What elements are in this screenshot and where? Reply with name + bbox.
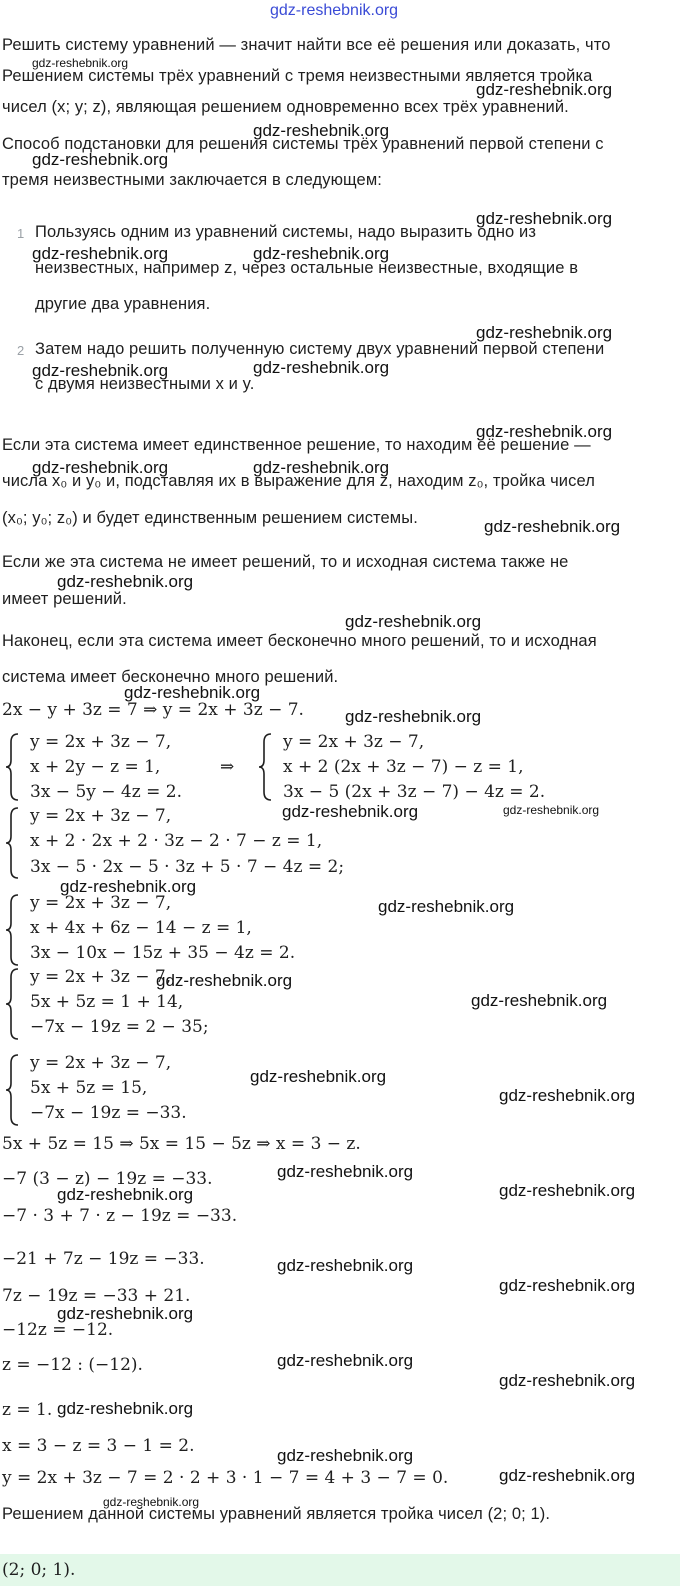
step-number: 2 <box>17 343 25 358</box>
intro-paragraph-2-line-1: Решением системы трёх уравнений с тремя неизвестными является тройка <box>2 67 593 85</box>
system-4-eq-2: 5x + 5z = 1 + 14, <box>30 992 184 1012</box>
system-5-eq-3: −7x − 19z = −33. <box>30 1103 187 1123</box>
system-2-eq-2: x + 2 · 2x + 2 · 3z − 2 · 7 − z = 1, <box>30 831 323 851</box>
system-3-eq-2: x + 4x + 6z − 14 − z = 1, <box>30 918 252 938</box>
watermark: gdz-reshebnik.org <box>476 323 613 342</box>
watermark: gdz-reshebnik.org <box>253 244 390 263</box>
watermark: gdz-reshebnik.org <box>32 56 129 70</box>
watermark: gdz-reshebnik.org <box>499 1276 636 1295</box>
watermark: gdz-reshebnik.org <box>57 1399 194 1418</box>
system-brace <box>257 732 273 802</box>
watermark: gdz-reshebnik.org <box>282 802 419 821</box>
system-5-eq-2: 5x + 5z = 15, <box>30 1078 148 1098</box>
system-1-eq-3: 3x − 5y − 4z = 2. <box>30 782 182 802</box>
answer-text: (2; 0; 1). <box>2 1560 76 1580</box>
system-4-eq-3: −7x − 19z = 2 − 35; <box>30 1017 209 1037</box>
watermark: gdz-reshebnik.org <box>253 121 390 140</box>
para-unique-line-1: Если эта система имеет единственное решение, то находим её решение — <box>2 436 591 454</box>
system-1r-eq-2: x + 2 (2x + 3z − 7) − z = 1, <box>283 757 524 777</box>
watermark: gdz-reshebnik.org <box>499 1371 636 1390</box>
system-4-eq-1: y = 2x + 3z − 7, <box>30 967 172 987</box>
solve-line-3: −7 · 3 + 7 · z − 19z = −33. <box>2 1206 238 1226</box>
site-watermark-top[interactable]: gdz-reshebnik.org <box>270 2 399 19</box>
watermark: gdz-reshebnik.org <box>253 358 390 377</box>
system-2-eq-3: 3x − 5 · 2x − 5 · 3z + 5 · 7 − 4z = 2; <box>30 857 345 877</box>
system-brace <box>4 1053 20 1127</box>
watermark: gdz-reshebnik.org <box>103 1495 200 1509</box>
solve-line-4: −21 + 7z − 19z = −33. <box>2 1249 205 1269</box>
watermark: gdz-reshebnik.org <box>32 458 169 477</box>
system-2-eq-1: y = 2x + 3z − 7, <box>30 806 172 826</box>
intro-paragraph-2-line-2: чисел (x; y; z), являющая решением одновременно всех трёх уравнений. <box>2 98 569 116</box>
solve-line-1: 5x + 5z = 15 ⇒ 5x = 15 − 5z ⇒ x = 3 − z. <box>2 1134 361 1154</box>
watermark: gdz-reshebnik.org <box>476 209 613 228</box>
para-infinite-line-1: Наконец, если эта система имеет бесконечно много решений, то и исходная <box>2 632 597 650</box>
watermark: gdz-reshebnik.org <box>60 877 197 896</box>
watermark: gdz-reshebnik.org <box>471 991 608 1010</box>
watermark: gdz-reshebnik.org <box>484 517 621 536</box>
watermark: gdz-reshebnik.org <box>345 707 482 726</box>
system-1-eq-2: x + 2y − z = 1, <box>30 757 161 777</box>
watermark: gdz-reshebnik.org <box>124 683 261 702</box>
watermark: gdz-reshebnik.org <box>277 1351 414 1370</box>
para-none-line-2: имеет решений. <box>2 590 127 608</box>
system-brace <box>4 732 20 802</box>
solve-line-10: y = 2x + 3z − 7 = 2 · 2 + 3 · 1 − 7 = 4 + 3 − 7 = 0. <box>2 1468 449 1488</box>
watermark: gdz-reshebnik.org <box>277 1446 414 1465</box>
watermark: gdz-reshebnik.org <box>476 422 613 441</box>
step-2-line-2: с двумя неизвестными x и y. <box>35 375 255 393</box>
watermark: gdz-reshebnik.org <box>277 1162 414 1181</box>
intro-paragraph-3-line-1: Способ подстановки для решения системы трёх уравнений первой степени с <box>2 135 604 153</box>
intro-paragraph-3-line-2: тремя неизвестными заключается в следующем: <box>2 171 382 189</box>
watermark: gdz-reshebnik.org <box>32 244 169 263</box>
watermark: gdz-reshebnik.org <box>345 612 482 631</box>
para-none-line-1: Если же эта система не имеет решений, то и исходная система также не <box>2 553 569 571</box>
conclusion-text: Решением данной системы уравнений является тройка чисел (2; 0; 1). <box>2 1505 551 1523</box>
system-1r-eq-1: y = 2x + 3z − 7, <box>283 732 425 752</box>
watermark: gdz-reshebnik.org <box>378 897 515 916</box>
watermark: gdz-reshebnik.org <box>499 1181 636 1200</box>
system-5-eq-1: y = 2x + 3z − 7, <box>30 1053 172 1073</box>
system-brace <box>4 967 20 1041</box>
intro-paragraph-1: Решить систему уравнений — значит найти все её решения или доказать, что <box>2 36 611 54</box>
step-1-line-3: другие два уравнения. <box>35 295 211 313</box>
solve-line-9: x = 3 − z = 3 − 1 = 2. <box>2 1436 195 1456</box>
watermark: gdz-reshebnik.org <box>499 1466 636 1485</box>
solve-line-2: −7 (3 − z) − 19z = −33. <box>2 1169 213 1189</box>
step-1-line-1: Пользуясь одним из уравнений системы, надо выразить одно из <box>35 223 536 241</box>
system-3-eq-1: y = 2x + 3z − 7, <box>30 893 172 913</box>
para-unique-line-2: числа x₀ и y₀ и, подставляя их в выражение для z, находим z₀, тройка чисел <box>2 472 595 490</box>
watermark: gdz-reshebnik.org <box>57 1304 194 1323</box>
solve-line-6: −12z = −12. <box>2 1320 114 1340</box>
step-1-line-2: неизвестных, например z, через остальные неизвестные, входящие в <box>35 259 579 277</box>
answer-box <box>0 1554 680 1586</box>
watermark: gdz-reshebnik.org <box>253 458 390 477</box>
watermark: gdz-reshebnik.org <box>503 803 600 817</box>
watermark: gdz-reshebnik.org <box>32 361 169 380</box>
watermark: gdz-reshebnik.org <box>476 80 613 99</box>
system-3-eq-3: 3x − 10x − 15z + 35 − 4z = 2. <box>30 943 296 963</box>
solve-line-5: 7z − 19z = −33 + 21. <box>2 1286 191 1306</box>
watermark: gdz-reshebnik.org <box>57 1185 194 1204</box>
watermark: gdz-reshebnik.org <box>250 1067 387 1086</box>
solve-line-8: z = 1. <box>2 1400 53 1420</box>
equation-express-y: 2x − y + 3z = 7 ⇒ y = 2x + 3z − 7. <box>2 700 304 720</box>
para-infinite-line-2: система имеет бесконечно много решений. <box>2 668 339 686</box>
watermark: gdz-reshebnik.org <box>277 1256 414 1275</box>
implies-arrow: ⇒ <box>220 757 235 777</box>
step-2-line-1: Затем надо решить полученную систему двух уравнений первой степени <box>35 340 605 358</box>
watermark: gdz-reshebnik.org <box>57 572 194 591</box>
para-unique-line-3: (x₀; y₀; z₀) и будет единственным решением системы. <box>2 509 418 527</box>
watermark: gdz-reshebnik.org <box>499 1086 636 1105</box>
system-1-eq-1: y = 2x + 3z − 7, <box>30 732 172 752</box>
system-brace <box>4 893 20 967</box>
system-brace <box>4 806 20 880</box>
solve-line-7: z = −12 : (−12). <box>2 1355 143 1375</box>
step-number: 1 <box>17 226 25 241</box>
watermark: gdz-reshebnik.org <box>156 971 293 990</box>
system-1r-eq-3: 3x − 5 (2x + 3z − 7) − 4z = 2. <box>283 782 546 802</box>
watermark: gdz-reshebnik.org <box>32 150 169 169</box>
